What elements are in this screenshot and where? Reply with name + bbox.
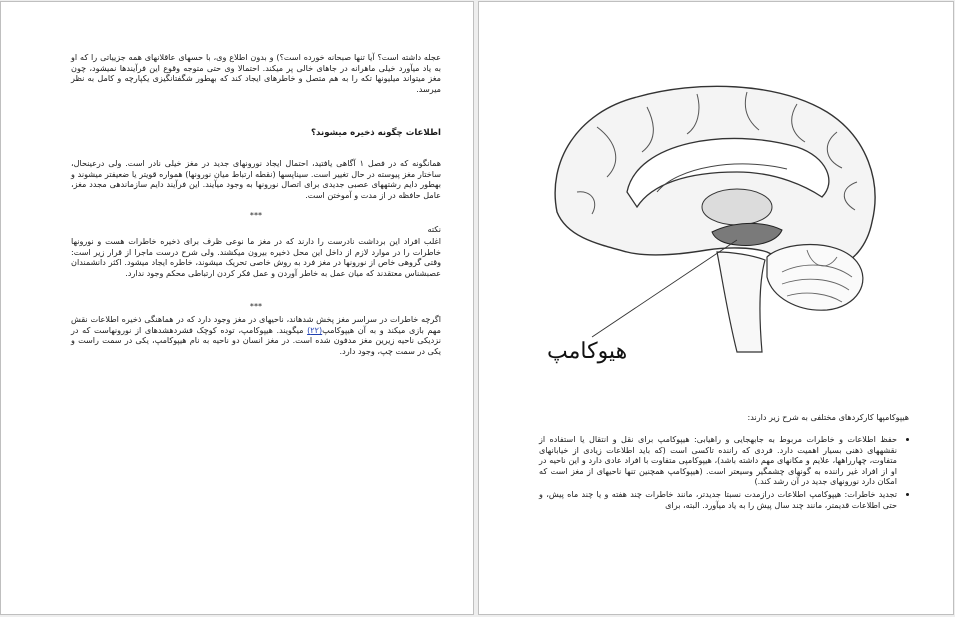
paragraph-4-text-a: اگرچه خاطرات در سراسر مغز پخش شدهاند، ناحیهای در مغز وجود دارد که در هماهنگی ذخیره اطلاعات نقش مهم بازی میکند و به آن هیپوکامپ (71, 314, 442, 335)
paragraph-1: عجله داشته است؟ آیا تنها صبحانه خورده است؟) و بدون اطلاع وی، با حسهای عاقلانهای همه جزییاتی را که او به یاد میآورد خیلی ماهرانه در جاهای خالی پر میکند. احتمالا وی حتی متوجه وقوع این فرآیندها نمیشود، چون مغز میتواند میلیونها تکه را به هم متصل و خاطرهای ایجاد کند که بهطور شگفتانگیزی یکپارچه و کامل به نظر میرسد. (71, 52, 441, 94)
paragraph-4 (71, 314, 441, 356)
functions-list (539, 434, 909, 512)
brain-illustration (537, 72, 897, 372)
brainstem (717, 252, 765, 352)
functions-intro: هیپوکامپها کارکردهای مختلفی به شرح زیر دارند: (747, 412, 909, 422)
left-page (0, 1, 474, 615)
figure-label: هیوکامپ (547, 339, 628, 364)
separator-1: *** (249, 210, 263, 220)
note-title: نکته (427, 224, 441, 234)
thalamus (702, 189, 772, 225)
cerebellum (767, 245, 863, 311)
right-page (478, 1, 954, 615)
footnote-link[interactable]: (۲۲) (307, 324, 323, 335)
list-item: • حفظ اطلاعات و خاطرات مربوط به جابهجایی و راهیابی: هیپوکامپ برای نقل و انتقال یا استفاده از نقشههای ذهنی بسیار اهمیت دارد. فردی که راننده تاکسی است (که باید اطلاعات زیادی از خیابانهای متفاوت، چهارراهها، علایم و مکانهای مهم داشته باشد)، هیپوکامپی متفاوت با افراد عادی دارد و این ناحیه در او از افراد غیر راننده به گونهای چشمگیر وسیعتر است. (هیپوکامپ همچنین تنها ناحیهای از مغز است که امکان دارد نورونهای جدید در آن رشد کند.) (539, 434, 897, 487)
paragraph-4-text-b: میگویند. هیپوکامپ، توده کوچک فشردهشدهای از نورونهاست که در نزدیکی ناحیه زیرین مغز مدفون شده است. در مغز انسان دو ناحیه به نام هیپوکامپ، یکی در سمت راست و یکی در سمت چپ، وجود دارد. (71, 324, 441, 356)
section-heading: اطلاعات چگونه ذخیره میشوند؟ (311, 128, 441, 138)
list-item: • تجدید خاطرات: هیپوکامپ اطلاعات درازمدت نسبتا جدیدتر، مانند خاطرات چند هفته و یا چند ماه پیش، و حتی اطلاعات قدیمتر، مانند چند سال پیش را به یاد میآورد. البته، برای (539, 489, 897, 510)
paragraph-3: اغلب افراد این برداشت نادرست را دارند که در مغز ما نوعی ظرف برای ذخیره خاطرات هست و نورونها خاطرات را در موارد لازم از داخل این محل ذخیره بیرون میکشند. ولی شرح درست ماجرا از قرار زیر است: وقتی گروهی خاص از نورونها در مغز فرد به روش خاصی تحریک میشوند، خاطره ایجاد میشود. اکثر دانشمندان عصبشناس معتقدند که میان عمل به خاطر آوردن و عمل فکر کردن ارتباطی محکم وجود ندارد. (71, 236, 441, 278)
separator-2: *** (249, 301, 263, 311)
paragraph-2: همانگونه که در فصل ۱ آگاهی یافتید، احتمال ایجاد نورونهای جدید در مغز خیلی نادر است. ولی درعینحال، ساختار مغز پیوسته در حال تغییر است. سیناپسها (نقطه ارتباط میان نورونها) همواره قویتر یا ضعیفتر میشوند و بهطور دایم رشتههای عصبی جدیدی برای اتصال نورونها به وجود میآیند. این فرآیند دایم سازماندهی مجدد مغز، عامل حافظه در از مدت و آموختن است. (71, 158, 441, 200)
